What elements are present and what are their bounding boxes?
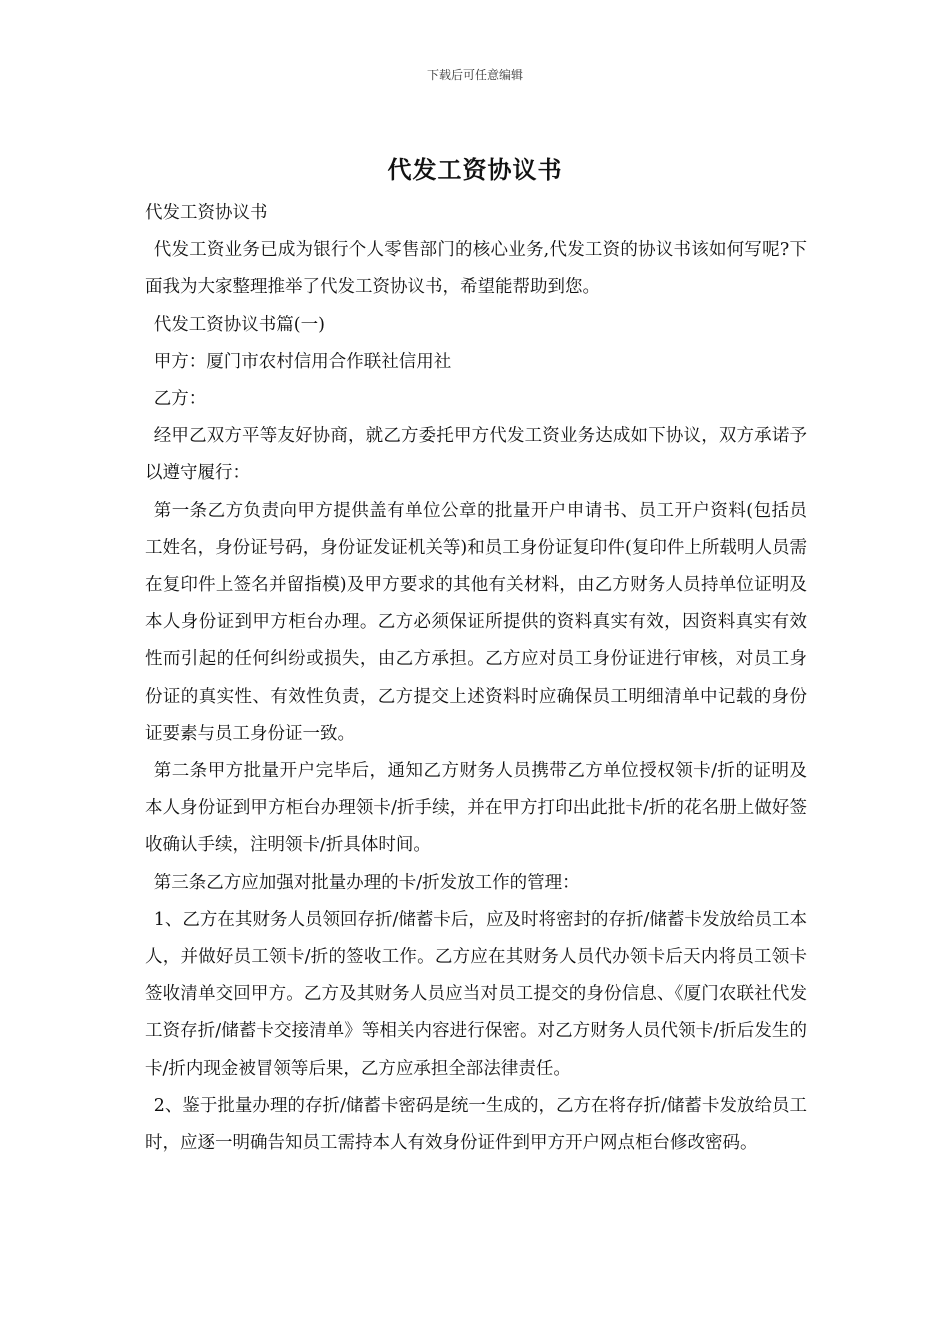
party-b-paragraph: 乙方： [153,389,207,410]
preamble-paragraph: 经甲乙双方平等友好协商，就乙方委托甲方代发工资业务达成如下协议，双方承诺予以遵守履行： [145,426,807,484]
document-title: 代发工资协议书 [387,155,563,184]
section-heading: 代发工资协议书篇(一) [153,314,325,335]
party-a-paragraph: 甲方：厦门市农村信用合作联社信用社 [153,351,452,372]
intro-paragraph: 代发工资业务已成为银行个人零售部门的核心业务,代发工资的协议书该如何写呢?下面我为大家整理推举了代发工资协议书，希望能帮助到您。 [145,240,807,298]
document-body [145,195,807,1162]
page-header-note: 下载后可任意编辑 [426,68,523,82]
article-3-item-1-paragraph: 1、乙方在其财务人员领回存折/储蓄卡后，应及时将密封的存折/储蓄卡发放给员工本人，并做好员工领卡/折的签收工作。乙方应在其财务人员代办领卡后天内将员工领卡签收清单交回甲方。乙方及其财务人员应当对员工提交的身份信息、《厦门农联社代发工资存折/储蓄卡交接清单》等相关内容进行保密。对乙方财务人员代领卡/折后发生的卡/折内现金被冒领等后果，乙方应承担全部法律责任。 [145,909,807,1079]
article-2-paragraph: 第二条甲方批量开户完毕后，通知乙方财务人员携带乙方单位授权领卡/折的证明及本人身份证到甲方柜台办理领卡/折手续，并在甲方打印出此批卡/折的花名册上做好签收确认手续，注明领卡/折具体时间。 [145,761,807,856]
article-3-paragraph: 第三条乙方应加强对批量办理的卡/折发放工作的管理： [153,872,580,893]
article-3-item-2-paragraph: 2、鉴于批量办理的存折/储蓄卡密码是统一生成的，乙方在将存折/储蓄卡发放给员工时，应逐一明确告知员工需持本人有效身份证件到甲方开户网点柜台修改密码。 [145,1095,807,1154]
subtitle-paragraph: 代发工资协议书 [145,203,268,223]
article-1-paragraph: 第一条乙方负责向甲方提供盖有单位公章的批量开户申请书、员工开户资料(包括员工姓名，身份证号码，身份证发证机关等)和员工身份证复印件(复印件上所载明人员需在复印件上签名并留指模)及甲方要求的其他有关材料，由乙方财务人员持单位证明及本人身份证到甲方柜台办理。乙方必须保证所提供的资料真实有效，因资料真实有效性而引起的任何纠纷或损失，由乙方承担。乙方应对员工身份证进行审核，对员工身份证的真实性、有效性负责，乙方提交上述资料时应确保员工明细清单中记载的身份证要素与员工身份证一致。 [145,500,807,744]
